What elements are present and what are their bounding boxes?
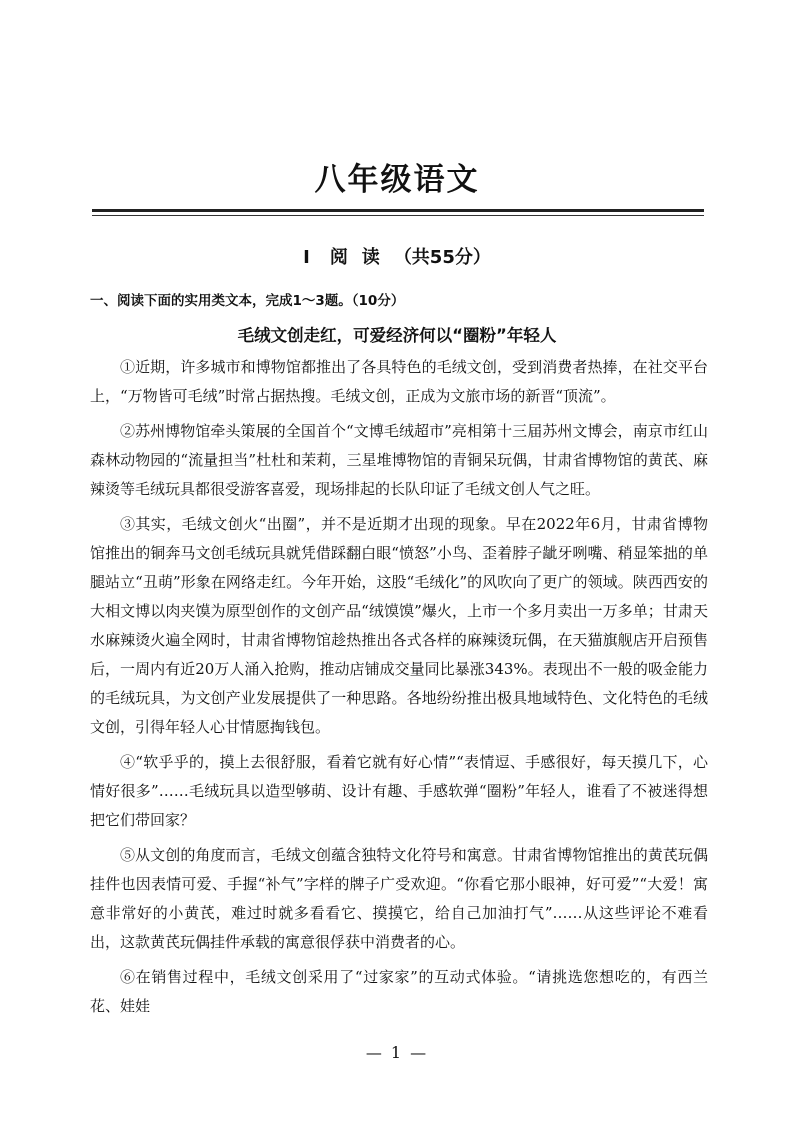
page-number: — 1 — bbox=[365, 1043, 429, 1062]
paragraph-1: ①近期，许多城市和博物馆都推出了各具特色的毛绒文创，受到消费者热捧，在社交平台上，“万物皆可毛绒”时常占据热搜。毛绒文创，正成为文旅市场的新晋“顶流”。 bbox=[90, 358, 708, 405]
article-body bbox=[90, 353, 708, 1027]
title-rule-thin bbox=[92, 215, 704, 216]
paragraph-3: ③其实，毛绒文创火“出圈”，并不是近期才出现的现象。早在2022年6月，甘肃省博物馆推出的铜奔马文创毛绒玩具就凭借踩翻白眼“愤怒”小鸟、歪着脖子龇牙咧嘴、稍显笨拙的单腿站立“丑萌”形象在网络走红。今年开始，这股“毛绒化”的风吹向了更广的领域。陕西西安的大相文博以肉夹馍为原型创作的文创产品“绒馍馍”爆火，上市一个多月卖出一万多单；甘肃天水麻辣烫火遍全网时，甘肃省博物馆趁热推出各式各样的麻辣烫玩偶，在天猫旗舰店开启预售后，一周内有近20万人涌入抢购，推动店铺成交量同比暴涨343%。表现出不一般的吸金能力的毛绒玩具，为文创产业发展提供了一种思路。各地纷纷推出极具地域特色、文化特色的毛绒文创，引得年轻人心甘情愿掏钱包。 bbox=[90, 515, 708, 736]
section-heading bbox=[0, 245, 794, 271]
title-rule-thick bbox=[92, 209, 704, 212]
section-score: （共55分） bbox=[393, 247, 491, 268]
paragraph-2: ②苏州博物馆牵头策展的全国首个“文博毛绒超市”亮相第十三届苏州文博会，南京市红山森林动物园的“流量担当”杜杜和茉莉，三星堆博物馆的青铜呆玩偶，甘肃省博物馆的黄芪、麻辣烫等毛绒玩具都很受游客喜爱，现场排起的长队印证了毛绒文创人气之旺。 bbox=[90, 422, 708, 498]
section-numeral: Ⅰ bbox=[303, 247, 310, 268]
paragraph-6: ⑥在销售过程中，毛绒文创采用了“过家家”的互动式体验。“请挑选您想吃的，有西兰花、娃娃 bbox=[90, 968, 708, 1015]
question-instruction: 一、阅读下面的实用类文本，完成1～3题。（10分） bbox=[90, 293, 405, 309]
document-title: 八年级语文 bbox=[314, 162, 480, 198]
section-name: 阅读 bbox=[329, 247, 394, 268]
article-title: 毛绒文创走红，可爱经济何以“圈粉”年轻人 bbox=[237, 326, 557, 345]
paragraph-4: ④“软乎乎的，摸上去很舒服，看着它就有好心情”“表情逗、手感很好，每天摸几下，心情好很多”……毛绒玩具以造型够萌、设计有趣、手感软弹“圈粉”年轻人，谁看了不被迷得想把它们带回家？ bbox=[90, 753, 708, 829]
paragraph-5: ⑤从文创的角度而言，毛绒文创蕴含独特文化符号和寓意。甘肃省博物馆推出的黄芪玩偶挂件也因表情可爱、手握“补气”字样的牌子广受欢迎。“你看它那小眼神，好可爱”“大爱！寓意非常好的小黄芪，难过时就多看看它、摸摸它，给自己加油打气”……从这些评论不难看出，这款黄芪玩偶挂件承载的寓意很俘获中消费者的心。 bbox=[90, 846, 708, 951]
